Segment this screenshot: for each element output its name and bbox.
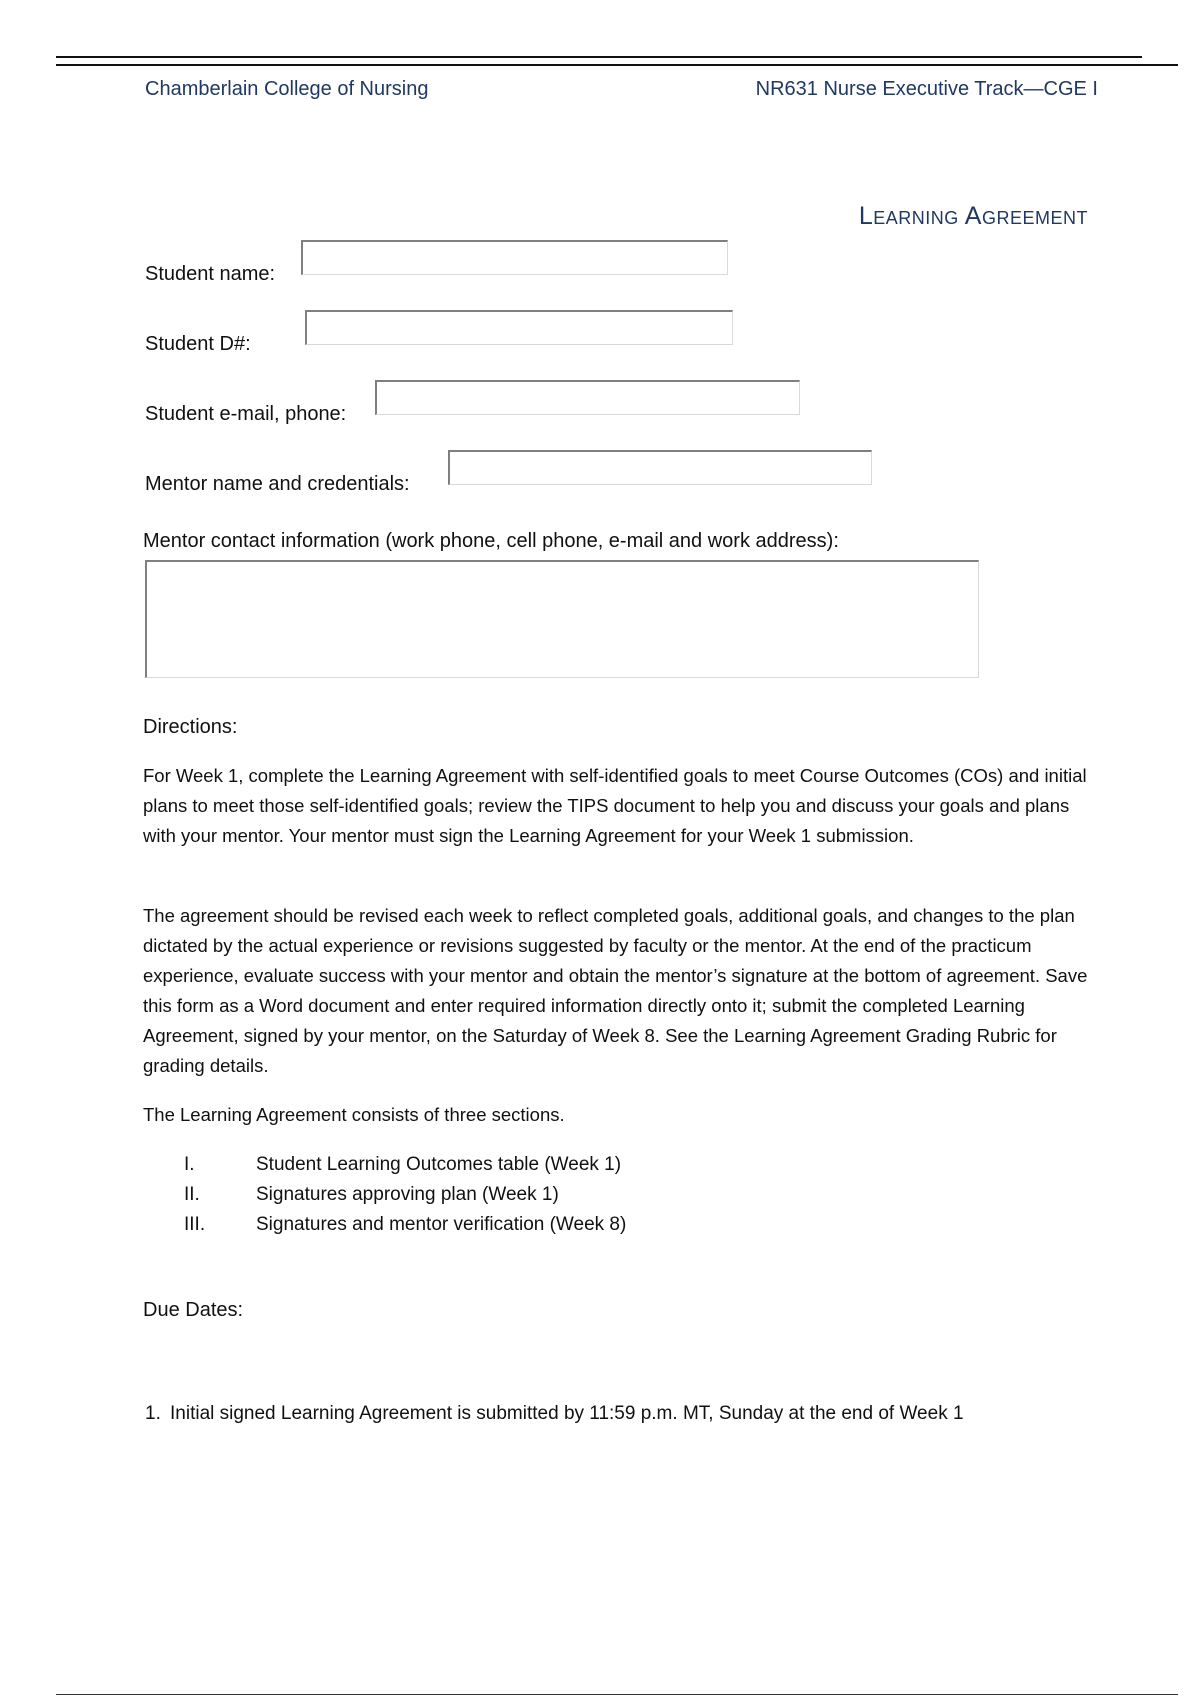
due-date-text: Initial signed Learning Agreement is submitted by 11:59 p.m. MT, Sunday at the end of Week 1 bbox=[170, 1403, 964, 1424]
student-d-field[interactable] bbox=[305, 310, 733, 345]
header-rule-upper bbox=[56, 56, 1142, 58]
student-d-label: Student D#: bbox=[145, 333, 251, 355]
mentor-name-label: Mentor name and credentials: bbox=[145, 473, 410, 495]
due-date-number: 1. bbox=[145, 1403, 161, 1424]
student-name-label: Student name: bbox=[145, 263, 276, 285]
header-rule-lower bbox=[56, 64, 1178, 66]
header-institution: Chamberlain College of Nursing bbox=[145, 78, 429, 100]
list-item bbox=[182, 1180, 626, 1210]
directions-paragraph-1: For Week 1, complete the Learning Agreement with self-identified goals to meet Course Outcomes (COs) and initial plans to meet those self-identified goals; review the TIPS document to help you and discuss your goals and plans with your mentor. Your mentor must sign the Learning Agreement for your Week 1 submission. bbox=[143, 765, 1087, 846]
section-text: Signatures approving plan (Week 1) bbox=[256, 1184, 559, 1205]
sections-intro: The Learning Agreement consists of three sections. bbox=[143, 1104, 565, 1125]
mentor-name-field[interactable] bbox=[448, 450, 872, 485]
section-number: I. bbox=[184, 1154, 195, 1175]
section-number: III. bbox=[184, 1214, 206, 1235]
document-title: Learning Agreement bbox=[858, 202, 1088, 230]
student-name-field[interactable] bbox=[301, 240, 728, 275]
section-number: II. bbox=[184, 1184, 200, 1205]
student-contact-label: Student e-mail, phone: bbox=[145, 403, 347, 425]
due-date-item bbox=[145, 1403, 964, 1425]
list-item bbox=[182, 1210, 626, 1240]
list-item bbox=[182, 1150, 626, 1180]
footer-rule bbox=[56, 1694, 1178, 1695]
student-contact-field[interactable] bbox=[375, 380, 800, 415]
due-dates-heading: Due Dates: bbox=[143, 1299, 244, 1321]
section-text: Student Learning Outcomes table (Week 1) bbox=[256, 1154, 622, 1175]
directions-paragraph-2: The agreement should be revised each week to reflect completed goals, additional goals, and changes to the plan dictated by the actual experience or revisions suggested by faculty or the mentor. At the end of the practicum experience, evaluate success with your mentor and obtain the mentor’s signature at the bottom of agreement. Save this form as a Word document and enter required information directly onto it; submit the completed Learning Agreement, signed by your mentor, on the Saturday of Week 8. See the Learning Agreement Grading Rubric for grading details. bbox=[143, 905, 1088, 1076]
directions-heading: Directions: bbox=[143, 716, 238, 738]
sections-list bbox=[182, 1150, 626, 1240]
section-text: Signatures and mentor verification (Week 8) bbox=[256, 1214, 627, 1235]
mentor-contact-label: Mentor contact information (work phone, cell phone, e-mail and work address): bbox=[143, 530, 839, 552]
mentor-contact-field[interactable] bbox=[145, 560, 979, 678]
header-course: NR631 Nurse Executive Track—CGE I bbox=[755, 78, 1098, 100]
